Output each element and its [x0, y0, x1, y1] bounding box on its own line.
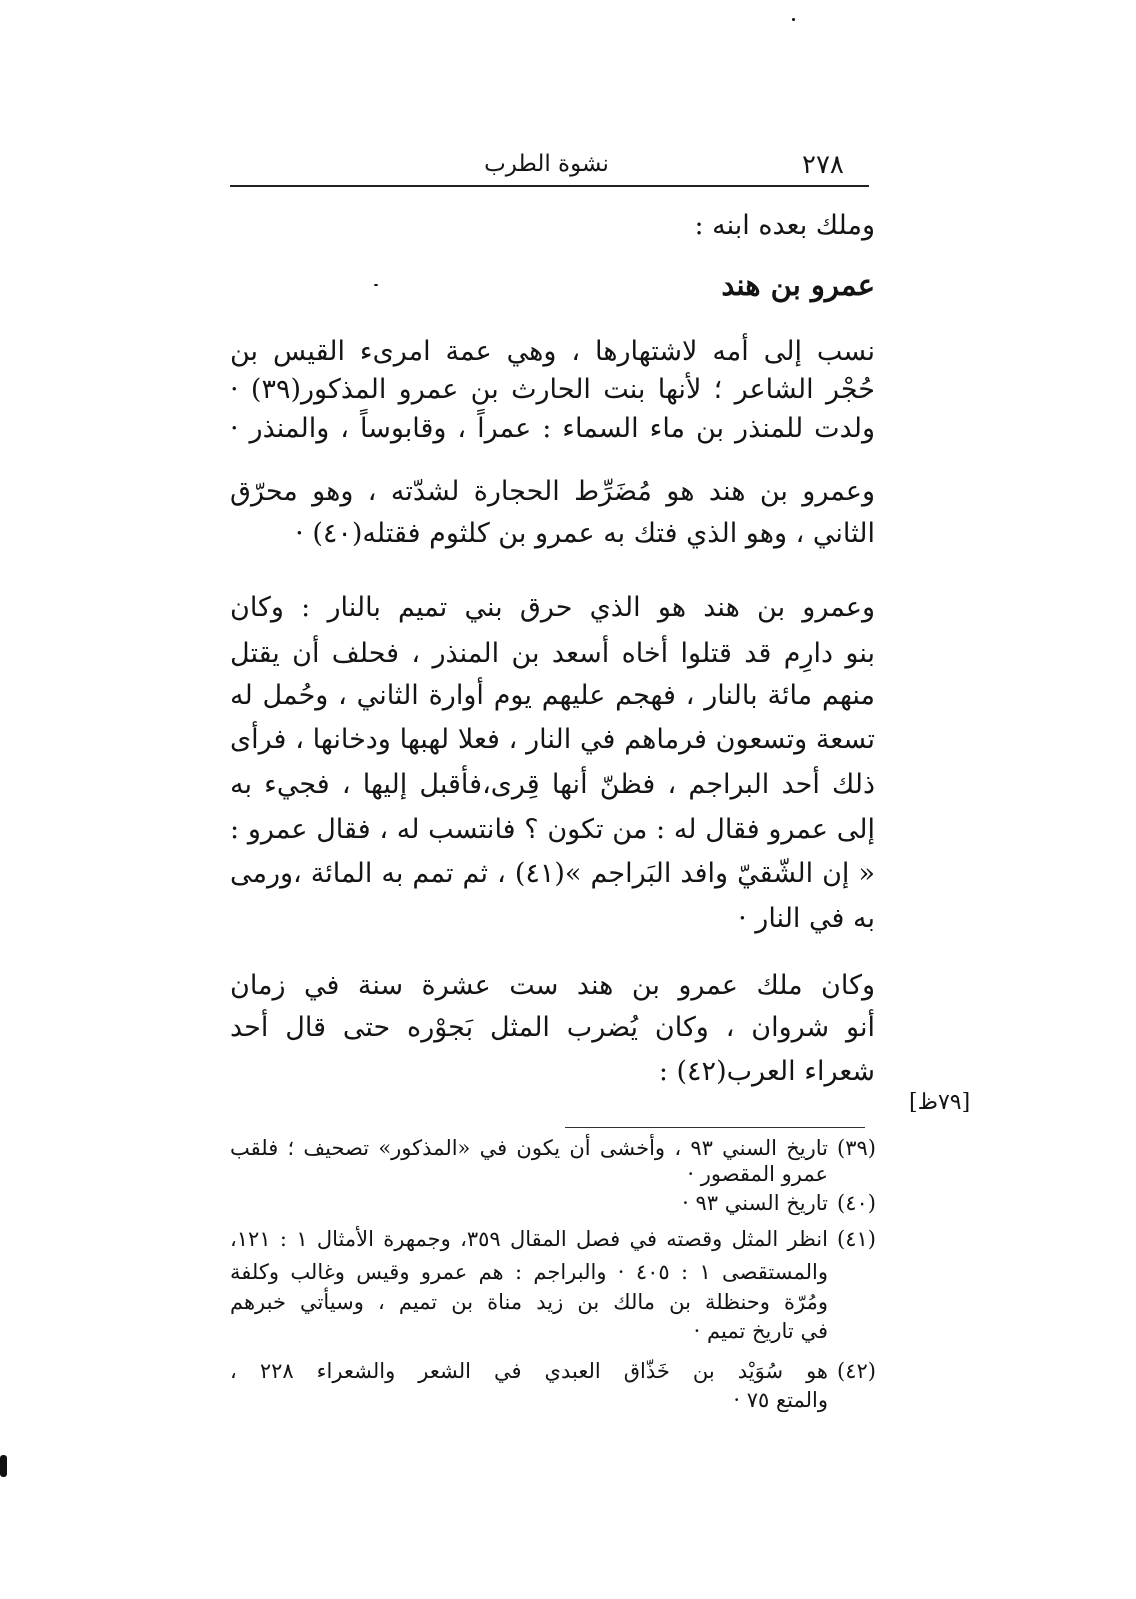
page-number: ٢٧٨ [802, 150, 844, 180]
paragraph-2-line-2: الثاني ، وهو الذي فتك به عمرو بن كلثوم فقتله(٤٠) · [295, 518, 875, 549]
footnote-text: والمستقصى ١ : ٤٠٥ · والبراجم : هم عمرو وقيس وغالب وكلفة [230, 1260, 828, 1284]
footnote-text: تاريخ السني ٩٣ · [682, 1191, 828, 1215]
footnote-text: انظر المثل وقصته في فصل المقال ٣٥٩، وجمهرة الأمثال ١ : ١٢١، [230, 1227, 828, 1251]
intro-line: وملك بعده ابنه : [694, 210, 875, 241]
footnote-number: (٤١) [837, 1227, 876, 1251]
footnote-number: (٤٢) [837, 1359, 876, 1383]
paragraph-4-line-2: أنو شروان ، وكان يُضرب المثل بَجوْره حتى قال أحد [230, 1012, 875, 1043]
footnote-rule [565, 1127, 865, 1128]
footnote-number: (٤٠) [837, 1191, 876, 1215]
header-rule [230, 185, 869, 187]
paragraph-1-line-1: نسب إلى أمه لاشتهارها ، وهي عمة امرىء القيس بن [230, 336, 875, 367]
paragraph-1-line-3: ولدت للمنذر بن ماء السماء : عمراً ، وقابوساً ، والمنذر · [230, 413, 875, 444]
paragraph-4-line-1: وكان ملك عمرو بن هند ست عشرة سنة في زمان [230, 970, 875, 1001]
paragraph-3-line-3: منهم مائة بالنار ، فهجم عليهم يوم أوارة الثاني ، وحُمل له [230, 680, 875, 711]
footnote-text: ومُرّة وحنظلة بن مالك بن زيد مناة بن تميم ، وسيأتي خبرهم [230, 1290, 828, 1314]
paragraph-3-line-2: بنو دارِم قد قتلوا أخاه أسعد بن المنذر ، فحلف أن يقتل [230, 638, 875, 669]
footnote-text: تاريخ السني ٩٣ ، وأخشى أن يكون في «المذكور» تصحيف ؛ فلقب [230, 1136, 828, 1160]
paragraph-1-line-2: حُجْر الشاعر ؛ لأنها بنت الحارث بن عمرو المذكور(٣٩) · [230, 374, 875, 405]
scan-speck [374, 284, 378, 286]
footnote-text: والمتع ٧٥ · [733, 1388, 828, 1412]
paragraph-2-line-1: وعمرو بن هند هو مُضَرِّط الحجارة لشدّته ، وهو محرّق [230, 476, 875, 507]
paragraph-3-line-5: ذلك أحد البراجم ، فظنّ أنها قِرى،فأقبل إليها ، فجيء به [230, 769, 875, 800]
running-title: نشوة الطرب [484, 151, 609, 177]
paragraph-4-line-3: شعراء العرب(٤٢) : [658, 1056, 875, 1087]
footnote-number: (٣٩) [837, 1136, 876, 1160]
paragraph-3-line-8: به في النار · [738, 903, 875, 934]
paragraph-3-line-6: إلى عمرو فقال له : من تكون ؟ فانتسب له ، فقال عمرو : [230, 814, 875, 845]
footnote-text: عمرو المقصور · [687, 1162, 828, 1186]
margin-folio-note: [٧٩ظ] [909, 1090, 971, 1115]
scan-edge-mark [0, 1455, 7, 1477]
paragraph-3-line-1: وعمرو بن هند هو الذي حرق بني تميم بالنار : وكان [230, 592, 875, 623]
footnote-text: هو سُوَيْد بن خَذّاق العبدي في الشعر والشعراء ٢٢٨ ، [230, 1359, 828, 1383]
paragraph-3-line-4: تسعة وتسعون فرماهم في النار ، فعلا لهبها ودخانها ، فرأى [230, 724, 875, 755]
section-heading: عمرو بن هند [721, 268, 875, 302]
paragraph-3-line-7: « إن الشّقيّ وافد البَراجم »(٤١) ، ثم تمم به المائة ،ورمى [230, 858, 875, 889]
footnote-text: في تاريخ تميم · [693, 1319, 828, 1343]
scan-speck [792, 18, 795, 21]
